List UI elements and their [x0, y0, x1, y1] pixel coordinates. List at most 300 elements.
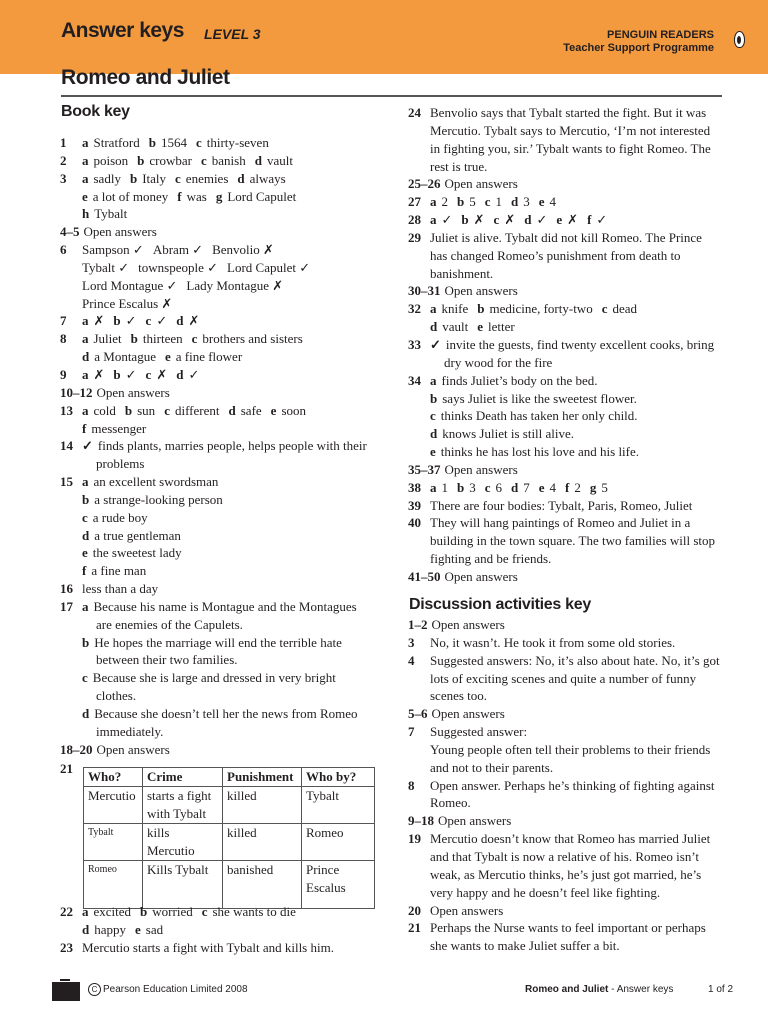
answer-letter: b: [137, 152, 145, 168]
answer-value: ✓: [188, 366, 200, 382]
answer-text: [82, 330, 312, 348]
answer-part: [146, 313, 168, 328]
answer-value: Tybalt ✓: [82, 259, 130, 275]
answer-value: ✗: [473, 212, 485, 228]
answer-part: [485, 194, 502, 209]
answer-line: [60, 921, 390, 939]
answer-line: [60, 527, 390, 545]
answer-letter: d: [430, 319, 438, 335]
answer-value: ✓: [125, 366, 137, 382]
pearson-longman-logo: [52, 982, 80, 1001]
answer-value: ✗: [93, 366, 105, 382]
answer-part: [96, 456, 144, 471]
answer-text: [445, 175, 527, 193]
table-cell: killed: [223, 787, 302, 824]
answer-line: [60, 330, 390, 348]
answer-letter: e: [538, 194, 545, 210]
book-key-list-c: [408, 104, 738, 586]
answer-letter: e: [270, 402, 277, 418]
answer-value: always: [249, 170, 286, 186]
answer-line: [60, 580, 390, 598]
answer-text: [430, 532, 724, 550]
answer-part: [565, 480, 581, 495]
answer-text: [82, 295, 181, 313]
answer-value: Because his name is Montague and the Montagues: [93, 598, 357, 614]
copyright-icon: C: [88, 983, 101, 996]
answer-letter: d: [254, 152, 262, 168]
answer-line: [60, 205, 390, 223]
answer-text: [82, 259, 319, 277]
answer-letter: a: [430, 194, 437, 210]
answer-letter: d: [82, 527, 90, 543]
answer-line: [60, 170, 390, 188]
answer-text: [82, 134, 278, 152]
answer-part: [430, 212, 452, 227]
answer-value: 5: [601, 479, 608, 495]
copyright-text: Pearson Education Limited 2008: [103, 984, 248, 995]
answer-text: [82, 366, 208, 384]
answer-line: [408, 229, 738, 247]
answer-text: [430, 937, 629, 955]
answer-text: [96, 616, 252, 634]
answer-line: [60, 651, 390, 669]
answer-value: 5: [469, 194, 476, 210]
answer-value: sad: [145, 921, 164, 937]
answer-part: [82, 528, 181, 543]
brand-block: [563, 29, 714, 55]
answer-text: [430, 514, 699, 532]
answer-value: vault: [266, 152, 293, 168]
answer-part: [511, 194, 530, 209]
answer-part: [430, 849, 699, 864]
answer-part: [97, 742, 170, 757]
answer-text: [432, 705, 514, 723]
answer-value: ✗: [504, 212, 516, 228]
answer-text: [432, 616, 514, 634]
answer-value: says Juliet is like the sweetest flower.: [442, 390, 637, 406]
answer-text: [82, 527, 190, 545]
answer-text: [430, 652, 729, 670]
answer-value: weak, as Mercutio thinks, he’s just got married, he’s: [430, 866, 702, 882]
answer-value: He hopes the marriage will end the terrible hate: [94, 634, 342, 650]
item-number: 23: [60, 939, 73, 955]
answer-value: the sweetest lady: [92, 545, 182, 561]
pearson-ship-icon: [60, 966, 70, 981]
answer-value: ✗: [156, 366, 168, 382]
answer-line: [60, 366, 390, 384]
answer-value: a true gentleman: [94, 527, 181, 543]
answer-line: [408, 866, 738, 884]
answer-value: Because she doesn’t tell her the news from Romeo: [94, 706, 358, 721]
answer-line: [60, 295, 390, 313]
answer-line: [60, 544, 390, 562]
item-number: 21: [60, 761, 73, 776]
answer-value: very happy and he doesn’t feel like fighting.: [430, 884, 661, 900]
discussion-heading: Discussion activities key: [409, 596, 591, 613]
answer-value: different: [174, 402, 220, 418]
answer-text: [430, 229, 711, 247]
item-number: 4–5: [60, 224, 80, 240]
answer-line: [408, 687, 738, 705]
answer-line: [408, 532, 738, 550]
item-number: 2: [60, 152, 67, 168]
table-cell: Tybalt: [84, 824, 143, 861]
answer-line: [408, 318, 738, 336]
answer-part: [477, 301, 592, 316]
answer-letter: d: [82, 706, 90, 721]
answer-text: [430, 265, 502, 283]
answer-value: thirteen: [142, 331, 183, 347]
answer-text: [96, 723, 172, 741]
answer-value: banish: [211, 152, 246, 168]
answer-part: [430, 885, 660, 900]
answer-part: [82, 135, 140, 150]
answer-line: [408, 884, 738, 902]
answer-value: ✓: [156, 313, 168, 329]
answer-text: [84, 223, 166, 241]
answer-value: 6: [495, 479, 503, 495]
answer-line: [408, 497, 738, 515]
answer-line: [408, 919, 738, 937]
answer-value: a Montague: [94, 349, 156, 365]
answer-value: poison: [93, 152, 129, 168]
answer-value: Open answers: [444, 568, 518, 584]
answer-value: was: [186, 188, 207, 204]
answer-value: Open answers: [438, 813, 512, 829]
answer-text: [430, 425, 583, 443]
item-number: 3: [60, 170, 67, 186]
answer-part: [212, 242, 274, 257]
answer-value: 1564: [160, 135, 187, 150]
answer-value: 2: [441, 194, 448, 210]
answer-part: [82, 367, 104, 382]
answer-part: [82, 296, 172, 311]
item-number: 7: [408, 724, 415, 740]
answer-line: [408, 848, 738, 866]
answer-letter: e: [82, 188, 88, 204]
answer-letter: b: [430, 390, 438, 406]
answer-text: [82, 509, 157, 527]
answer-text: [430, 158, 496, 176]
table-cell: Romeo: [84, 861, 143, 909]
answer-line: [408, 265, 738, 283]
answer-part: [82, 438, 367, 453]
answer-value: 3: [523, 194, 530, 210]
answer-letter: c: [201, 152, 207, 168]
answer-line: [408, 425, 738, 443]
answer-letter: ✓: [430, 336, 441, 352]
answer-part: [430, 391, 637, 406]
col-header: Who?: [84, 768, 143, 787]
answer-letter: d: [511, 194, 519, 210]
answer-part: [175, 171, 228, 186]
answer-value: Because she is large and dressed in very bright: [92, 670, 336, 686]
answer-letter: b: [461, 212, 469, 228]
item-number: 3: [408, 634, 415, 650]
answer-value: crowbar: [149, 152, 192, 168]
answer-line: [60, 437, 390, 455]
answer-value: Lord Capulet: [227, 188, 297, 204]
answer-part: [165, 349, 242, 364]
answer-part: [140, 904, 193, 919]
answer-value: rest is true.: [430, 158, 488, 174]
item-number: 21: [408, 920, 421, 936]
answer-text: [82, 152, 302, 170]
answer-value: sun: [137, 402, 156, 418]
answer-text: [82, 348, 251, 366]
answer-letter: c: [201, 904, 208, 919]
answer-value: ✗: [567, 212, 579, 228]
footer-doc-title: [525, 984, 673, 995]
answer-line: [408, 937, 738, 955]
answer-value: Open answer. Perhaps he’s thinking of fighting against: [430, 777, 715, 793]
answer-letter: ✓: [82, 438, 93, 454]
answer-part: [587, 212, 607, 227]
answer-letter: e: [164, 349, 171, 365]
answer-part: [113, 367, 136, 382]
item-number: 14: [60, 438, 73, 454]
answer-letter: d: [228, 402, 236, 418]
answer-value: There are four bodies: Tybalt, Paris, Romeo, Juliet: [430, 497, 693, 513]
answer-line: [60, 223, 390, 241]
answer-letter: d: [430, 426, 438, 442]
answer-value: knife: [441, 301, 469, 317]
answer-letter: a: [430, 479, 437, 495]
answer-line: [60, 152, 390, 170]
header-bar: [0, 0, 768, 74]
answer-value: Suggested answer:: [430, 724, 528, 740]
answer-value: and not to their parents.: [430, 759, 554, 775]
answer-part: [445, 283, 518, 298]
answer-value: Stratford: [93, 135, 140, 150]
item-number: 13: [60, 402, 73, 418]
answer-line: [60, 705, 390, 723]
answer-value: Suggested answers: No, it’s also about hate. No, it’s got: [430, 652, 720, 668]
item-number: 38: [408, 479, 421, 495]
item-number: 24: [408, 105, 421, 120]
answer-line: [408, 193, 738, 211]
answer-part: [137, 153, 192, 168]
table-cell: Mercutio: [84, 787, 143, 824]
answer-part: [82, 313, 104, 328]
answer-line: [408, 282, 738, 300]
answer-line: [60, 903, 390, 921]
answer-value: Open answers: [444, 283, 518, 299]
answer-part: [149, 135, 187, 150]
answer-value: Juliet: [93, 331, 122, 347]
item-number: 7: [60, 313, 67, 329]
answer-letter: e: [430, 444, 436, 460]
answer-text: [82, 921, 172, 939]
answer-value: Mercutio doesn’t know that Romeo has married Juliet: [430, 831, 711, 847]
answer-part: [430, 671, 696, 686]
item-number: 27: [408, 194, 421, 210]
answer-text: [438, 812, 520, 830]
table-cell: kills Mercutio: [143, 824, 223, 861]
answer-value: Open answers: [431, 617, 505, 632]
answer-part: [430, 337, 714, 352]
answer-line: [60, 384, 390, 402]
answer-line: [408, 336, 738, 354]
answer-value: fighting and be friends.: [430, 551, 552, 567]
answer-part: [176, 313, 199, 328]
answer-value: problems: [96, 456, 145, 472]
answer-value: 1: [441, 479, 448, 495]
answer-letter: f: [587, 212, 592, 228]
answer-part: [430, 141, 711, 156]
brand-line2: Teacher Support Programme: [563, 42, 714, 54]
answer-text: [96, 687, 145, 705]
answer-part: [131, 331, 183, 346]
answer-text: [445, 282, 527, 300]
answer-value: thirty-seven: [206, 135, 269, 150]
answer-value: Lady Montague ✗: [186, 277, 284, 293]
answer-part: [82, 206, 127, 221]
answer-line: [408, 514, 738, 532]
answer-text: [430, 211, 616, 229]
answer-text: [430, 390, 646, 408]
answer-letter: a: [82, 366, 89, 382]
answer-text: [430, 247, 690, 265]
answer-letter: f: [82, 563, 87, 579]
answer-part: [146, 367, 168, 382]
table-cell: starts a fight with Tybalt: [143, 787, 223, 824]
answer-line: [408, 812, 738, 830]
answer-value: knows Juliet is still alive.: [442, 426, 575, 442]
answer-line: [408, 354, 738, 372]
answer-text: [430, 723, 536, 741]
answer-part: [457, 194, 476, 209]
answer-letter: d: [237, 170, 245, 186]
answer-line: [60, 669, 390, 687]
item-number: 35–37: [408, 461, 441, 477]
discussion-key-list: [408, 616, 738, 955]
footer-doc-title-bold: Romeo and Juliet: [525, 984, 609, 995]
answer-value: ✓: [596, 212, 608, 228]
answer-part: [82, 242, 144, 257]
answer-letter: b: [113, 366, 121, 382]
answer-value: a lot of money: [92, 188, 169, 204]
answer-part: [445, 569, 518, 584]
answer-letter: c: [493, 212, 500, 228]
answer-part: [202, 904, 296, 919]
answer-value: 4: [549, 479, 557, 495]
answer-letter: e: [82, 545, 88, 561]
answer-value: an excellent swordsman: [93, 474, 219, 490]
page-number: 1 of 2: [708, 984, 734, 995]
table-row: [84, 824, 375, 861]
answer-letter: a: [82, 904, 89, 919]
answer-text: [430, 407, 647, 425]
answer-letter: b: [140, 904, 148, 919]
answer-line: [60, 616, 390, 634]
answer-part: [432, 706, 505, 721]
answer-part: [430, 194, 448, 209]
answer-part: [430, 795, 471, 810]
answer-letter: b: [457, 194, 465, 210]
item-number: 1–2: [408, 617, 428, 632]
answer-part: [96, 652, 238, 667]
answer-part: [430, 105, 706, 120]
answer-part: [430, 778, 715, 793]
answer-letter: b: [130, 331, 138, 347]
answer-text: [82, 312, 208, 330]
answer-text: [430, 759, 562, 777]
answer-text: [430, 794, 480, 812]
answer-part: [82, 635, 342, 650]
answer-line: [408, 461, 738, 479]
answer-part: [82, 510, 148, 525]
answer-letter: e: [135, 921, 141, 937]
item-number: 8: [408, 777, 415, 793]
answer-value: scenes too.: [430, 688, 488, 704]
answer-part: [539, 194, 556, 209]
item-number: 20: [408, 902, 421, 918]
answer-value: finds Juliet’s body on the bed.: [441, 372, 598, 388]
answer-value: ✓: [125, 313, 137, 329]
answer-value: has changed Romeo’s punishment from death to: [430, 247, 681, 263]
answer-part: [430, 123, 710, 138]
answer-line: [60, 634, 390, 652]
answer-line: [60, 723, 390, 741]
answer-value: she wants to die: [212, 904, 296, 919]
table-header-row: [84, 768, 375, 787]
answer-letter: e: [477, 319, 484, 335]
answer-value: Open answers: [96, 384, 170, 400]
answer-value: and that Tybalt is now a relative of his. Romeo isn’t: [430, 848, 700, 864]
answer-value: soon: [281, 402, 307, 418]
answer-line: [60, 939, 390, 957]
item-number: 39: [408, 497, 421, 513]
answer-part: [430, 408, 638, 423]
answer-part: [430, 373, 598, 388]
answer-part: [430, 724, 527, 739]
answer-value: safe: [240, 402, 262, 418]
answer-value: Open answers: [431, 706, 505, 722]
item-number: 10–12: [60, 384, 93, 400]
answer-letter: b: [82, 634, 90, 650]
answer-letter: c: [175, 170, 181, 186]
answer-letter: b: [124, 402, 133, 418]
answer-value: Sampson ✓: [82, 242, 144, 258]
answer-letter: c: [195, 135, 202, 150]
answer-letter: b: [82, 491, 90, 507]
answer-part: [82, 922, 126, 937]
answer-value: ✗: [93, 313, 105, 329]
answer-part: [82, 278, 177, 293]
answer-letter: f: [177, 188, 182, 204]
answer-value: Juliet is alive. Tybalt did not kill Romeo. The Prince: [430, 229, 702, 245]
answer-value: a rude boy: [92, 509, 148, 525]
answer-part: [494, 212, 516, 227]
answer-text: [430, 777, 724, 795]
answer-value: lots of exciting scenes and quite a number of funny: [430, 670, 697, 686]
answer-letter: a: [430, 372, 437, 388]
answer-part: [438, 813, 511, 828]
answer-text: [430, 318, 524, 336]
answer-value: a fine flower: [175, 349, 243, 365]
answer-value: less than a day: [82, 581, 159, 597]
answer-letter: a: [82, 474, 89, 490]
answer-text: [82, 634, 351, 652]
answer-line: [60, 509, 390, 527]
answer-letter: b: [148, 135, 156, 150]
answer-letter: a: [82, 598, 89, 614]
answer-value: Lord Capulet ✓: [227, 259, 311, 275]
answer-text: [82, 544, 191, 562]
answer-line: [408, 300, 738, 318]
item-number: 41–50: [408, 568, 441, 584]
